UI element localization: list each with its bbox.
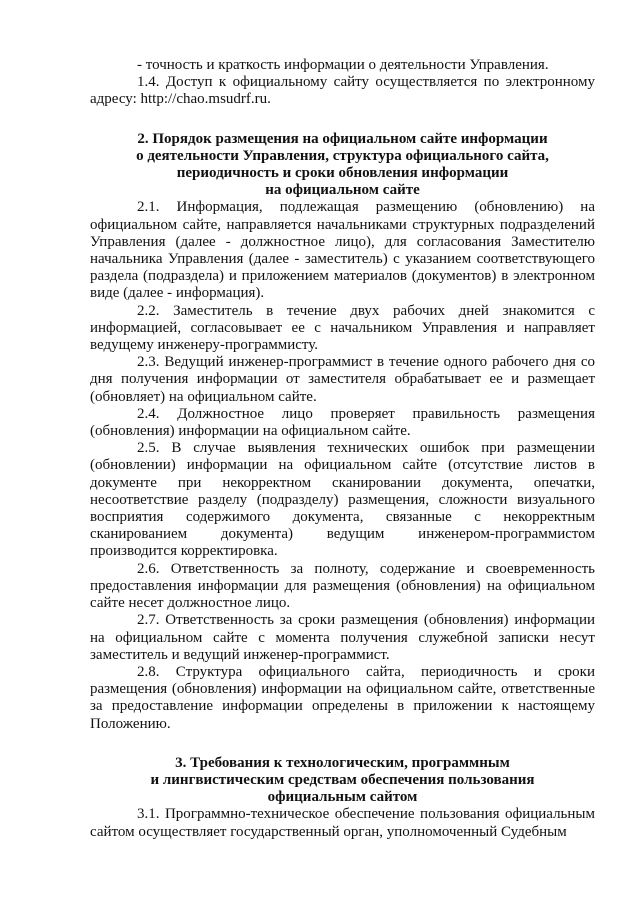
section-2-heading-line: на официальном сайте [265, 182, 420, 199]
paragraph-3-1: 3.1. Программно-техническое обеспечение пользования официальным сайтом осуществляет государственный орган, уполномоченный Судебным [90, 806, 595, 840]
section-3-heading-line: официальным сайтом [267, 789, 418, 806]
section-3-heading-line: и лингвистическим средствам обеспечения пользования [150, 771, 535, 788]
paragraph-2-3: 2.3. Ведущий инженер-программист в течение одного рабочего дня со дня получения информации от заместителя обрабатывает ее и размещает (обновляет) на официальном сайте. [90, 354, 595, 405]
section-3-heading [90, 755, 595, 807]
paragraph-accuracy-item: - точность и краткость информации о деятельности Управления. [137, 57, 549, 73]
section-2-heading [90, 131, 595, 200]
paragraph-2-6: 2.6. Ответственность за полноту, содержание и своевременность предоставления информации для размещения (обновления) на официальном сайте несет должностное лицо. [90, 560, 595, 612]
paragraph-2-5: 2.5. В случае выявления технических ошибок при размещении (обновлении) информации на официальном сайте (отсутствие листов в документе при некорректном сканировании документа, опечатки, несоответствие разделу (подразделу) размещения, сложности визуального восприятия содержимого документа, связанные с некорректным сканированием документа) ведущим инженером-программистом производится корректировка. [90, 440, 595, 560]
paragraph-2-8: 2.8. Структура официального сайта, периодичность и сроки размещения (обновления) информации на официальном сайте, ответственные за предоставление информации определены в приложении к настоящему Положению. [90, 663, 595, 732]
spacer [90, 109, 595, 131]
paragraph-2-1: 2.1. Информация, подлежащая размещению (обновлению) на официальном сайте, направляется начальниками структурных подразделений Управления (далее - должностное лицо), для согласования Заместителю начальника Управления (далее - заместитель) с указанием соответствующего раздела (подраздела) и приложением материалов (документов) в электронном виде (далее - информация). [90, 199, 595, 302]
section-2-heading-line: о деятельности Управления, структура официального сайта, [136, 147, 549, 164]
paragraph-2-4: 2.4. Должностное лицо проверяет правильность размещения (обновления) информации на официальном сайте. [90, 405, 595, 440]
paragraph-1-4: 1.4. Доступ к официальному сайту осуществляется по электронному адресу: http://chao.msudrf.ru. [90, 74, 595, 108]
spacer [90, 733, 595, 755]
section-2-heading-line: 2. Порядок размещения на официальном сайте информации [137, 130, 548, 147]
section-2-heading-line: периодичность и сроки обновления информации [176, 165, 509, 182]
section-3-heading-line: 3. Требования к технологическим, программным [175, 754, 510, 771]
paragraph-2-7: 2.7. Ответственность за сроки размещения (обновления) информации на официальном сайте с момента получения служебной записки несут заместитель и ведущий инженер-программист. [90, 612, 595, 663]
document-body [90, 57, 595, 841]
paragraph-2-2: 2.2. Заместитель в течение двух рабочих дней знакомится с информацией, согласовывает ее с начальником Управления и направляет ведущему инженеру-программисту. [90, 302, 595, 354]
